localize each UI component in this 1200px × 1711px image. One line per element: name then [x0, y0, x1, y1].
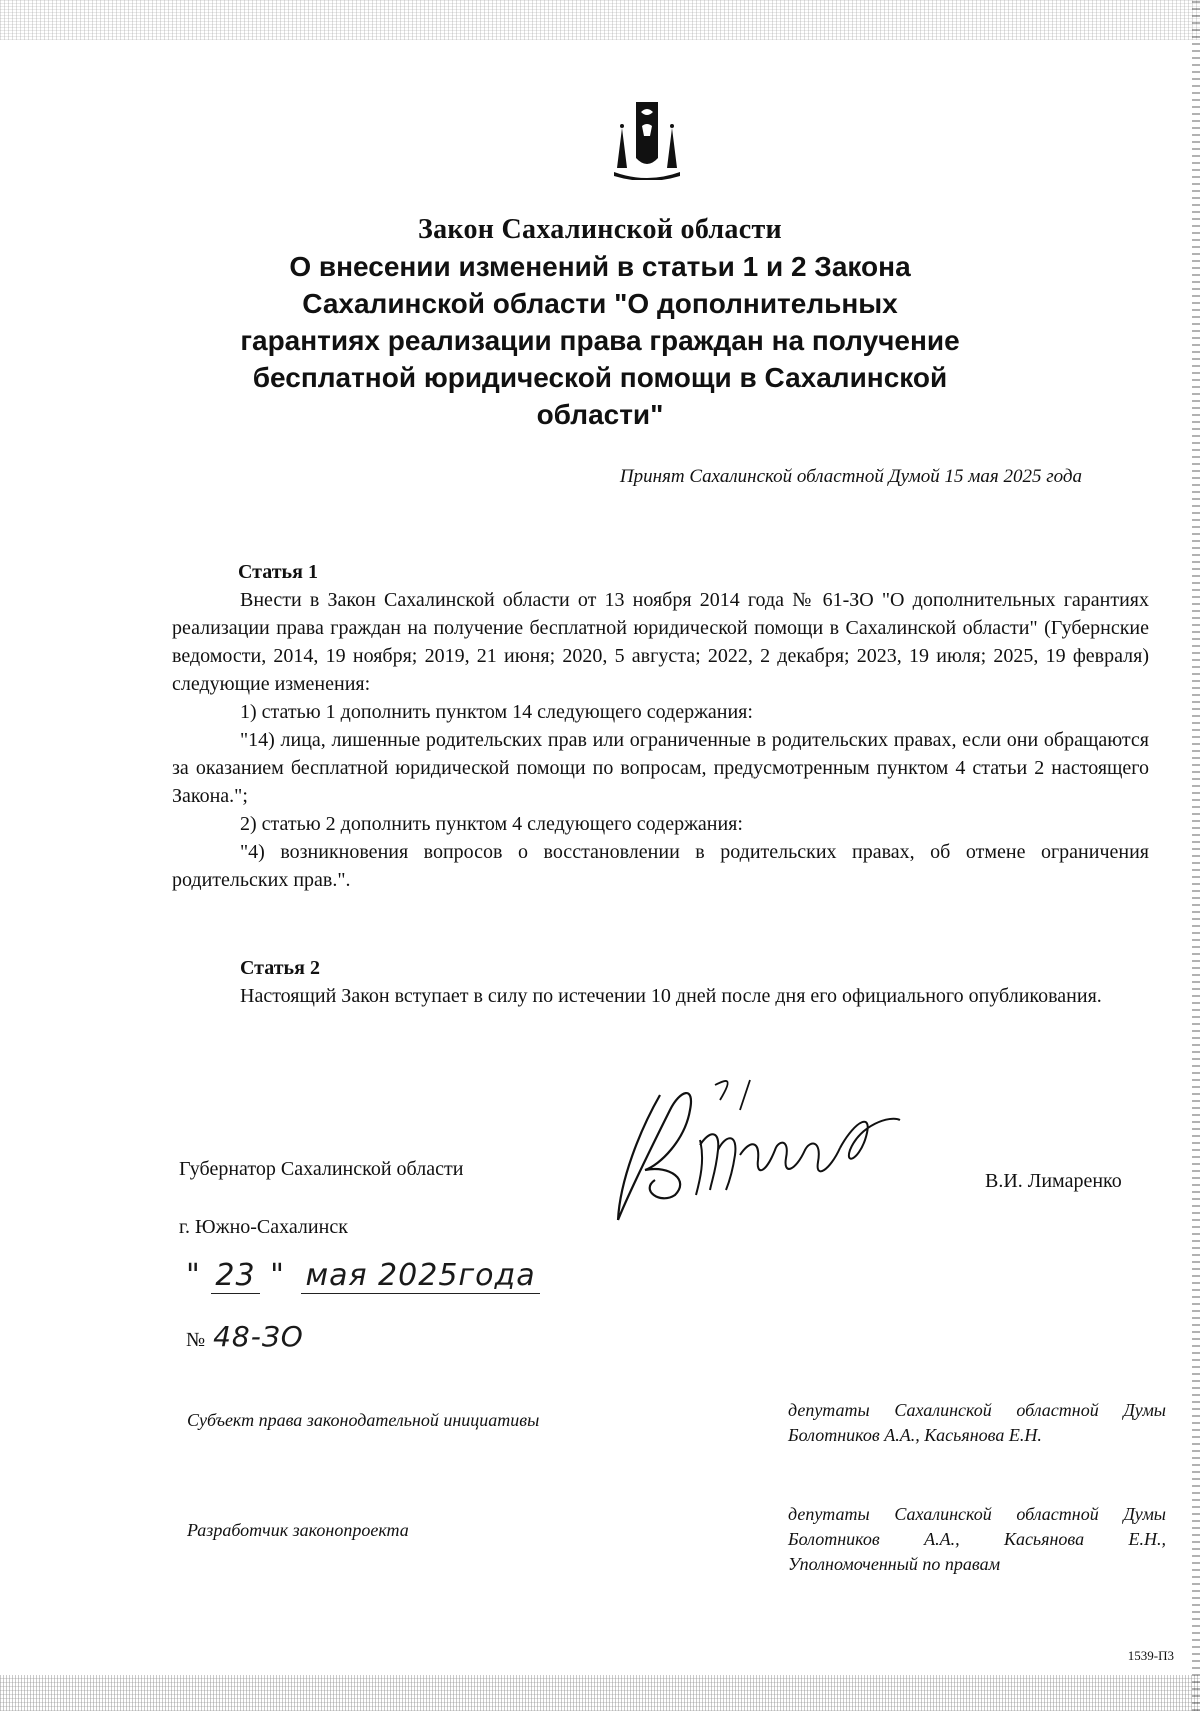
- date-day: 23: [211, 1258, 259, 1294]
- signatory-name: В.И. Лимаренко: [985, 1170, 1122, 1192]
- date-month-year: мая 2025года: [301, 1258, 539, 1294]
- law-title: Закон Сахалинской области: [418, 214, 782, 245]
- developer-label: Разработчик законопроекта: [187, 1520, 409, 1540]
- signing-date: [186, 1258, 540, 1293]
- document-code: 1539-П3: [1127, 1648, 1174, 1663]
- date-quote-close: ": [270, 1258, 285, 1293]
- scan-noise-top: [0, 0, 1200, 40]
- law-subject-line: Сахалинской области "О дополнительных: [302, 288, 898, 319]
- law-number: [186, 1320, 304, 1353]
- city: г. Южно-Сахалинск: [179, 1216, 348, 1238]
- article-2-text: Настоящий Закон вступает в силу по истечении 10 дней после дня его официального опубликования.: [240, 985, 1102, 1007]
- signatory-position: Губернатор Сахалинской области: [179, 1158, 464, 1180]
- scan-noise-right: [1192, 0, 1200, 1711]
- article-2: [172, 954, 1149, 1010]
- initiative-value: депутаты Сахалинской областной Думы Болотников А.А., Касьянова Е.Н.: [788, 1400, 1166, 1445]
- adoption-note: Принят Сахалинской областной Думой 15 мая 2025 года: [619, 466, 1082, 487]
- law-title-block: [150, 214, 1050, 433]
- law-subject-line: области": [536, 399, 664, 430]
- article-1-item-2: 2) статью 2 дополнить пунктом 4 следующего содержания:: [240, 813, 743, 835]
- coat-of-arms-icon: [612, 98, 682, 180]
- number-label: №: [186, 1329, 206, 1351]
- law-subject-line: бесплатной юридической помощи в Сахалинской: [252, 362, 948, 393]
- article-1: [172, 558, 1149, 894]
- article-1-item-1: 1) статью 1 дополнить пунктом 14 следующего содержания:: [240, 701, 753, 723]
- article-2-heading: Статья 2: [240, 957, 320, 979]
- initiative-label: Субъект права законодательной инициативы: [187, 1410, 540, 1430]
- number-value: 48-ЗО: [213, 1320, 304, 1353]
- article-1-intro: Внести в Закон Сахалинской области от 13 ноября 2014 года № 61-ЗО "О дополнительных гарантиях реализации права граждан на получение бесплатной юридической помощи в Сахалинской области" (Губернские ведомости, 2014, 19 ноября; 2019, 21 июня; 2020, 5 августа; 2022, 2 декабря; 2023, 19 июля; 2025, 19 февраля) следующие изменения:: [172, 589, 1149, 695]
- law-subject-line: О внесении изменений в статьи 1 и 2 Закона: [289, 251, 911, 282]
- developer-value: депутаты Сахалинской областной Думы Болотников А.А., Касьянова Е.Н., Уполномоченный по правам: [788, 1504, 1166, 1574]
- article-1-item-2-text: "4) возникновения вопросов о восстановлении в родительских правах, об отмене ограничения родительских прав.".: [172, 841, 1149, 891]
- article-1-item-1-text: "14) лица, лишенные родительских прав или ограниченные в родительских правах, если они обращаются за оказанием бесплатной юридической помощи по вопросам, предусмотренным пунктом 4 статьи 2 настоящего Закона.";: [172, 729, 1149, 807]
- scan-noise-bottom: [0, 1675, 1200, 1711]
- handwritten-signature: [600, 1070, 920, 1230]
- date-quote-open: ": [186, 1258, 201, 1293]
- article-1-heading: Статья 1: [238, 561, 318, 583]
- law-subject-line: гарантиях реализации права граждан на получение: [240, 325, 960, 356]
